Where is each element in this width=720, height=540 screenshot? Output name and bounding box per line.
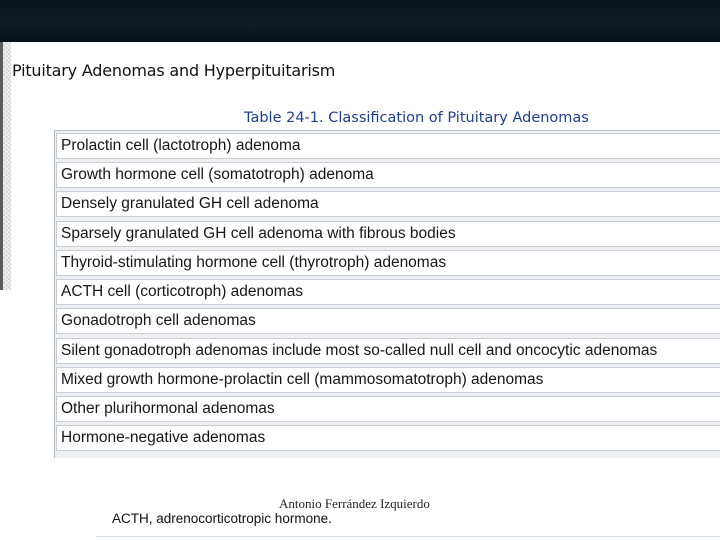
lower-left-area — [0, 474, 11, 540]
table-footnote: ACTH, adrenocorticotropic hormone. — [112, 511, 332, 526]
page-title: Pituitary Adenomas and Hyperpituitarism — [12, 61, 336, 80]
table-row: Densely granulated GH cell adenoma — [56, 191, 720, 217]
table-row: Thyroid-stimulating hormone cell (thyrotroph) adenomas — [56, 250, 720, 276]
table-row: Silent gonadotroph adenomas include most so-called null cell and oncocytic adenomas — [56, 338, 720, 364]
table-row: ACTH cell (corticotroph) adenomas — [56, 279, 720, 305]
left-edge — [0, 42, 3, 290]
bottom-divider — [96, 536, 720, 537]
table-row: Other plurihormonal adenomas — [56, 396, 720, 422]
table-row: Sparsely granulated GH cell adenoma with fibrous bodies — [56, 221, 720, 247]
top-bar — [0, 0, 720, 42]
author-credit: Antonio Ferrández Izquierdo — [279, 496, 430, 511]
table-title: Table 24-1. Classification of Pituitary Adenomas — [244, 110, 589, 126]
table-row: Growth hormone cell (somatotroph) adenoma — [56, 162, 720, 188]
table-row: Hormone-negative adenomas — [56, 425, 720, 451]
table-row: Gonadotroph cell adenomas — [56, 308, 720, 334]
table-row: Mixed growth hormone-prolactin cell (mammosomatotroph) adenomas — [56, 367, 720, 393]
table-row: Prolactin cell (lactotroph) adenoma — [56, 133, 720, 159]
